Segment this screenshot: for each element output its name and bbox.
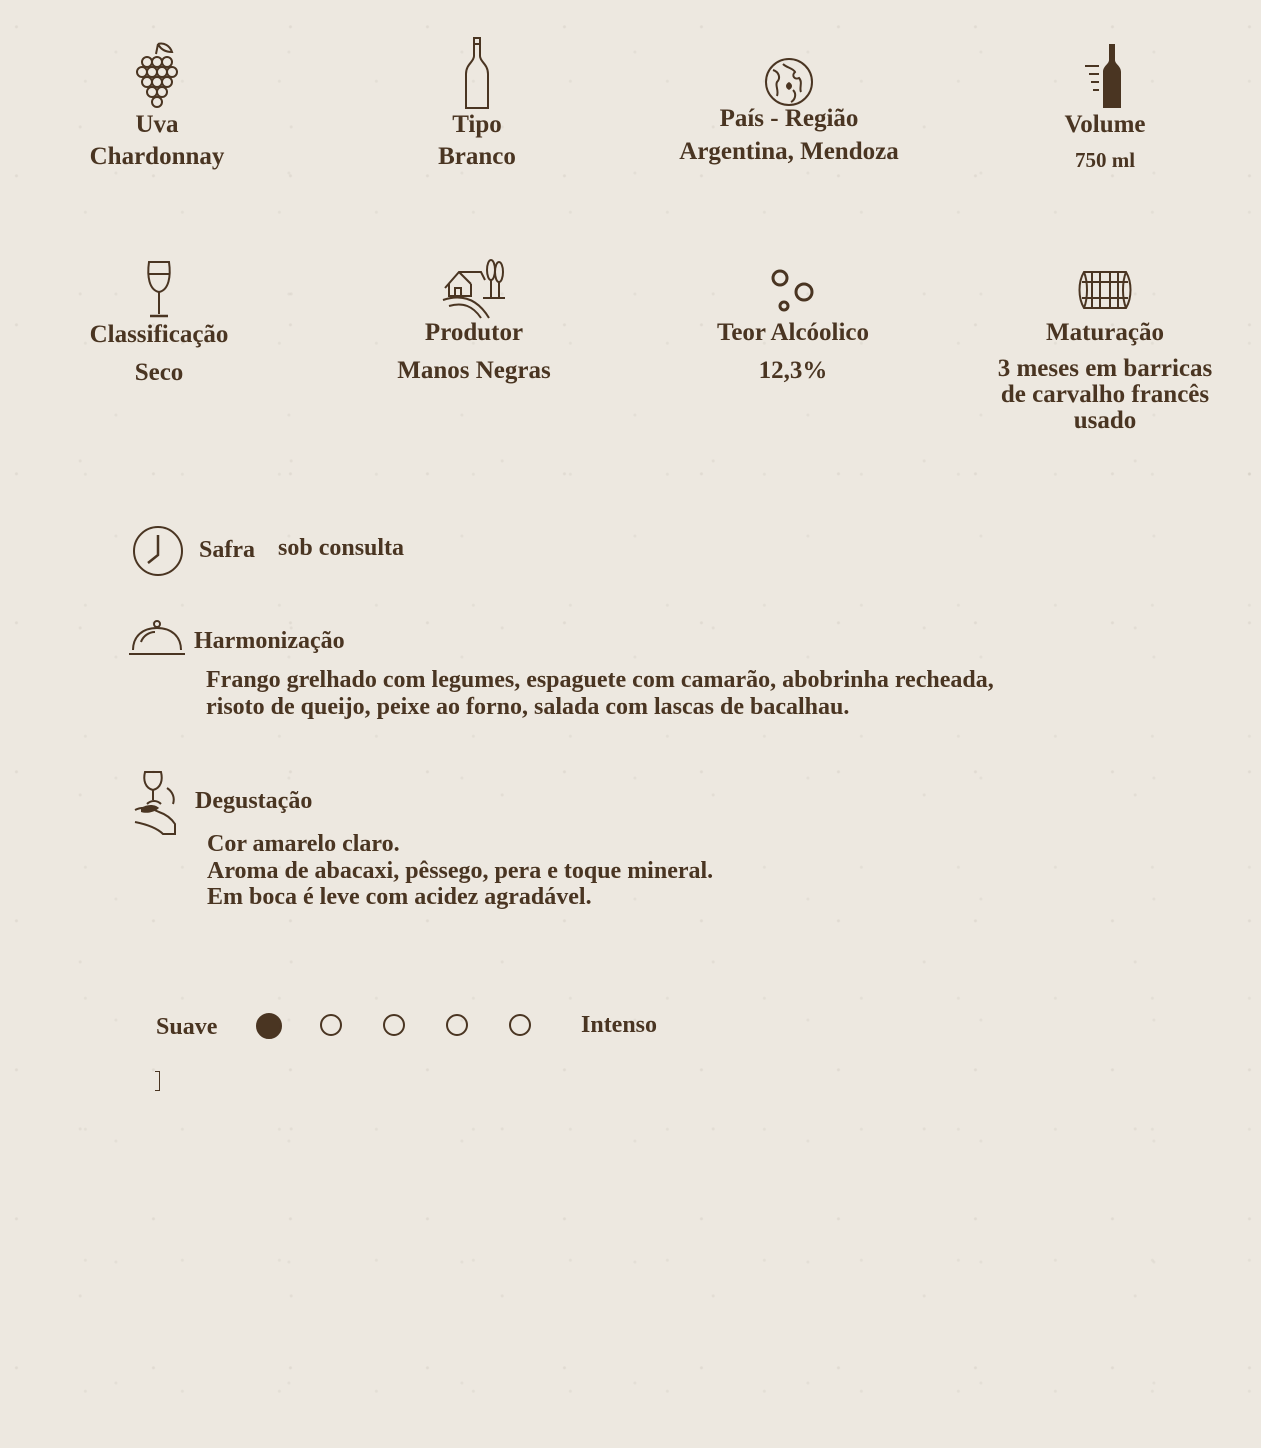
intensity-dot xyxy=(509,1014,531,1036)
harmonizacao-line: Frango grelhado com legumes, espaguete com camarão, abobrinha recheada, xyxy=(206,667,994,693)
intensity-dot xyxy=(383,1014,405,1036)
barrel-icon xyxy=(982,268,1228,312)
spec-maturacao xyxy=(982,268,1228,434)
spec-label: Uva xyxy=(135,111,179,138)
harmonizacao-title: Harmonização xyxy=(194,628,345,654)
spec-value: 12,3% xyxy=(758,357,828,384)
harmonizacao-header xyxy=(127,618,427,662)
spec-label: Tipo xyxy=(452,111,502,138)
wine-glass-icon xyxy=(62,260,256,320)
safra-value: sob consulta xyxy=(278,535,405,561)
spec-teor xyxy=(692,268,894,384)
spec-label: Produtor xyxy=(424,319,524,346)
spec-produtor xyxy=(372,258,576,384)
safra-row xyxy=(132,525,452,579)
spec-value-line: de carvalho francês xyxy=(1000,381,1210,408)
bottle-volume-icon xyxy=(1010,42,1200,110)
harmonizacao-line: risoto de queijo, peixe ao forno, salada com lascas de bacalhau. xyxy=(206,693,850,720)
spec-value: Chardonnay xyxy=(89,143,225,170)
spec-label: Classificação xyxy=(89,321,229,348)
safra-label: Safra xyxy=(199,537,255,563)
spec-classificacao xyxy=(62,260,256,386)
degustacao-text xyxy=(207,831,713,911)
intensity-dot xyxy=(256,1013,282,1039)
harmonizacao-text xyxy=(206,667,994,720)
spec-value: Branco xyxy=(438,143,516,170)
intensity-dot xyxy=(320,1014,342,1036)
bubbles-icon xyxy=(692,268,894,314)
degustacao-header xyxy=(133,768,433,838)
grape-icon xyxy=(62,40,252,110)
degustacao-title: Degustação xyxy=(195,788,313,814)
spec-pais xyxy=(658,56,920,165)
spec-value: Argentina, Mendoza xyxy=(679,138,899,165)
globe-icon xyxy=(658,56,920,108)
cloche-icon xyxy=(127,618,187,663)
spec-value: Seco xyxy=(134,359,184,386)
spec-value-line: usado xyxy=(1073,407,1137,434)
spec-uva xyxy=(62,40,252,170)
bottle-outline-icon xyxy=(382,36,572,110)
winery-icon xyxy=(372,258,576,320)
spec-value: Manos Negras xyxy=(397,357,551,384)
degustacao-line: Aroma de abacaxi, pêssego, pera e toque mineral. xyxy=(207,857,714,884)
clock-icon xyxy=(132,525,184,582)
spec-label: País - Região xyxy=(719,105,859,132)
degustacao-line: Cor amarelo claro. xyxy=(207,831,400,857)
degustacao-line: Em boca é leve com acidez agradável. xyxy=(207,884,592,910)
spec-value: 750 ml xyxy=(1074,148,1136,172)
intensity-dot xyxy=(446,1014,468,1036)
spec-label: Volume xyxy=(1064,111,1146,138)
bracket-mark xyxy=(155,1071,160,1091)
spec-tipo xyxy=(382,36,572,170)
spec-label: Teor Alcóolico xyxy=(716,319,870,346)
spec-volume xyxy=(1010,42,1200,173)
tasting-hand-icon xyxy=(133,768,181,841)
scale-max-label: Intenso xyxy=(581,1012,658,1038)
scale-min-label: Suave xyxy=(156,1014,218,1040)
spec-value-line: 3 meses em barricas xyxy=(997,355,1213,382)
spec-label: Maturação xyxy=(1045,319,1165,346)
